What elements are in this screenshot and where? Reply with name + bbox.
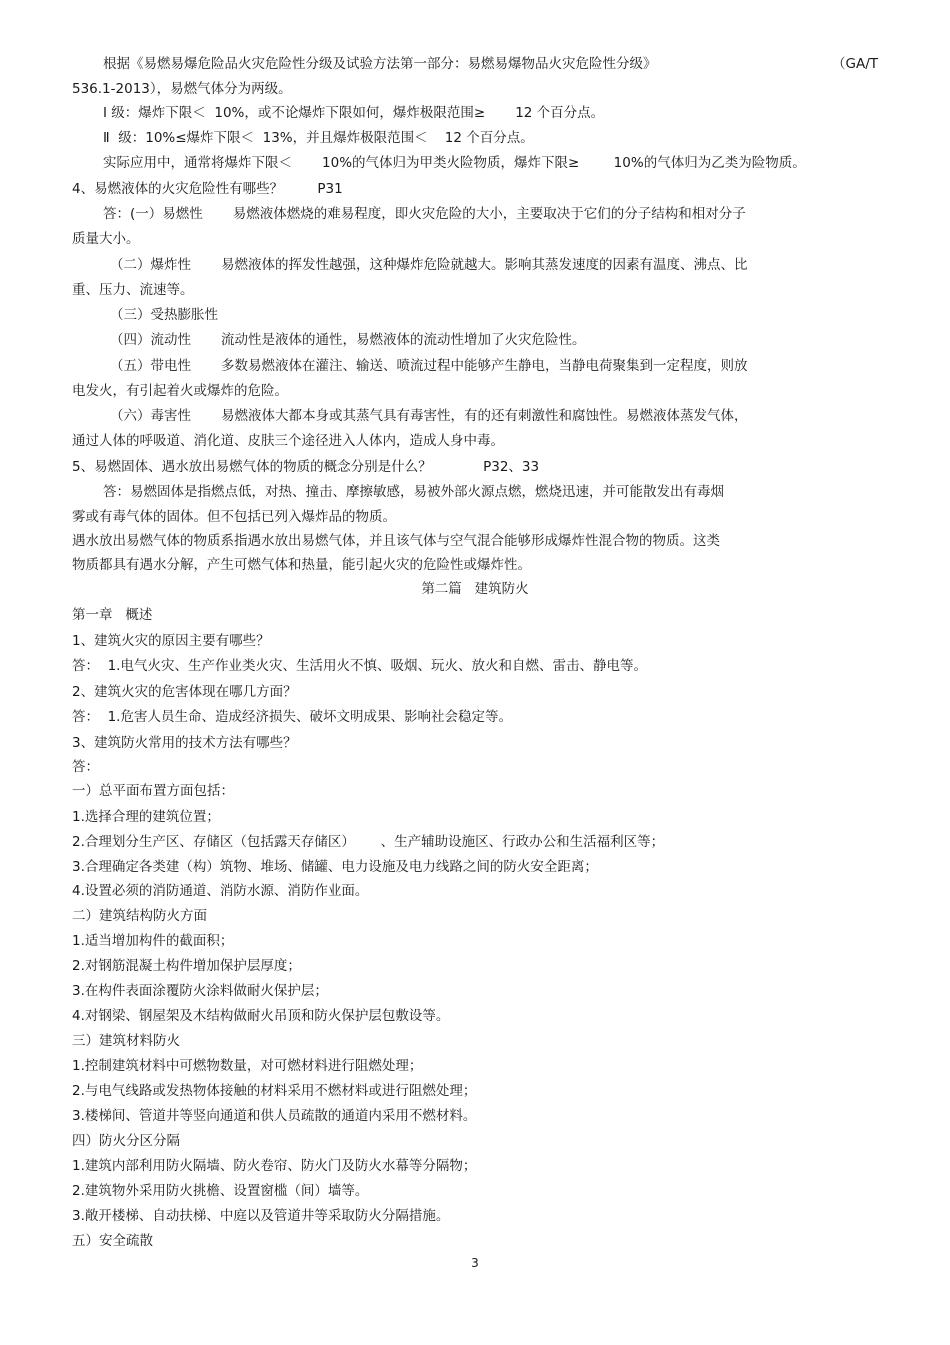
text-line: 质量大小。 <box>72 231 140 247</box>
text-line: 三）建筑材料防火 <box>72 1033 180 1049</box>
standard-reference: （GA/T <box>832 56 878 72</box>
text-line: 4、易燃液体的火灾危险性有哪些？ P31 <box>72 181 343 197</box>
text-line: 五）安全疏散 <box>72 1233 153 1249</box>
text-line: 1.控制建筑材料中可燃物数量，对可燃材料进行阻燃处理； <box>72 1058 423 1074</box>
text-line: 答： 1.电气火灾、生产作业类火灾、生活用火不慎、吸烟、玩火、放火和自燃、雷击、静电等。 <box>72 658 647 674</box>
text-line: 2.对钢筋混凝土构件增加保护层厚度； <box>72 958 301 974</box>
text-line: 2.合理划分生产区、存储区（包括露天存储区） 、生产辅助设施区、行政办公和生活福利区等； <box>72 834 665 850</box>
text-line: 2、建筑火灾的危害体现在哪几方面？ <box>72 684 297 700</box>
text-line: 4.设置必须的消防通道、消防水源、消防作业面。 <box>72 883 369 899</box>
text-line: 二）建筑结构防火方面 <box>72 908 207 924</box>
text-line: 答： 1.危害人员生命、造成经济损失、破坏文明成果、影响社会稳定等。 <box>72 709 512 725</box>
text-line: （六）毒害性 易燃液体大都本身或其蒸气具有毒害性，有的还有刺激性和腐蚀性。易燃液体蒸发气体， <box>110 408 748 424</box>
text-line: Ⅱ 级：10%≤爆炸下限＜ 13%，并且爆炸极限范围＜ 12 个百分点。 <box>103 130 534 146</box>
text-line: 答：易燃固体是指燃点低，对热、撞击、摩擦敏感，易被外部火源点燃，燃烧迅速，并可能散发出有毒烟 <box>103 484 724 500</box>
text-line: 第一章 概述 <box>72 607 153 623</box>
text-line: 3.在构件表面涂覆防火涂料做耐火保护层； <box>72 983 328 999</box>
text-line: 通过人体的呼吸道、消化道、皮肤三个途径进入人体内，造成人身中毒。 <box>72 433 504 449</box>
text-line: 重、压力、流速等。 <box>72 282 194 298</box>
text-line: 3.楼梯间、管道井等竖向通道和供人员疏散的通道内采用不燃材料。 <box>72 1108 477 1124</box>
text-line: 电发火，有引起着火或爆炸的危险。 <box>72 383 288 399</box>
text-line: 1.建筑内部利用防火隔墙、防火卷帘、防火门及防火水幕等分隔物； <box>72 1158 477 1174</box>
text-line: 2.与电气线路或发热物体接触的材料采用不燃材料或进行阻燃处理； <box>72 1083 477 1099</box>
text-line: 3.敞开楼梯、自动扶梯、中庭以及管道井等采取防火分隔措施。 <box>72 1208 450 1224</box>
text-line: 答：(一）易燃性 易燃液体燃烧的难易程度，即火灾危险的大小，主要取决于它们的分子结构和相对分子 <box>103 206 746 222</box>
page-number: 3 <box>471 1256 479 1270</box>
text-line: 5、易燃固体、遇水放出易燃气体的物质的概念分别是什么？ P32、33 <box>72 459 540 475</box>
text-line: （三）受热膨胀性 <box>110 307 218 323</box>
text-line: 3、建筑防火常用的技术方法有哪些？ <box>72 735 297 751</box>
text-line: 一）总平面布置方面包括： <box>72 783 234 799</box>
text-line: 四）防火分区分隔 <box>72 1133 180 1149</box>
text-line: Ⅰ 级：爆炸下限＜ 10%，或不论爆炸下限如何，爆炸极限范围≥ 12 个百分点。 <box>103 105 605 121</box>
text-line: 4.对钢梁、钢屋架及木结构做耐火吊顶和防火保护层包敷设等。 <box>72 1008 450 1024</box>
text-line: 雾或有毒气体的固体。但不包括已列入爆炸品的物质。 <box>72 509 396 525</box>
text-line: 2.建筑物外采用防火挑檐、设置窗槛（间）墙等。 <box>72 1183 369 1199</box>
text-line: 根据《易燃易爆危险品火灾危险性分级及试验方法第一部分：易燃易爆物品火灾危险性分级》 <box>103 56 657 72</box>
text-line: 1.适当增加构件的截面积； <box>72 933 234 949</box>
section-title: 第二篇 建筑防火 <box>421 581 529 597</box>
text-line: 1、建筑火灾的原因主要有哪些？ <box>72 633 270 649</box>
text-line: （五）带电性 多数易燃液体在灌注、输送、喷流过程中能够产生静电，当静电荷聚集到一定程度，则放 <box>110 358 748 374</box>
text-line: （二）爆炸性 易燃液体的挥发性越强，这种爆炸危险就越大。影响其蒸发速度的因素有温度、沸点、比 <box>110 257 748 273</box>
text-line: （四）流动性 流动性是液体的通性，易燃液体的流动性增加了火灾危险性。 <box>110 332 586 348</box>
text-line: 实际应用中，通常将爆炸下限＜ 10%的气体归为甲类火险物质，爆炸下限≥ 10%的气体归为乙类为险物质。 <box>103 155 806 171</box>
text-line: 3.合理确定各类建（构）筑物、堆场、储罐、电力设施及电力线路之间的防火安全距离； <box>72 859 598 875</box>
text-line: 物质都具有遇水分解，产生可燃气体和热量，能引起火灾的危险性或爆炸性。 <box>72 557 531 573</box>
text-line: 536.1-2013），易燃气体分为两级。 <box>72 81 292 97</box>
text-line: 1.选择合理的建筑位置； <box>72 809 220 825</box>
text-line: 答： <box>72 759 99 775</box>
text-line: 遇水放出易燃气体的物质系指遇水放出易燃气体，并且该气体与空气混合能够形成爆炸性混合物的物质。这类 <box>72 533 720 549</box>
